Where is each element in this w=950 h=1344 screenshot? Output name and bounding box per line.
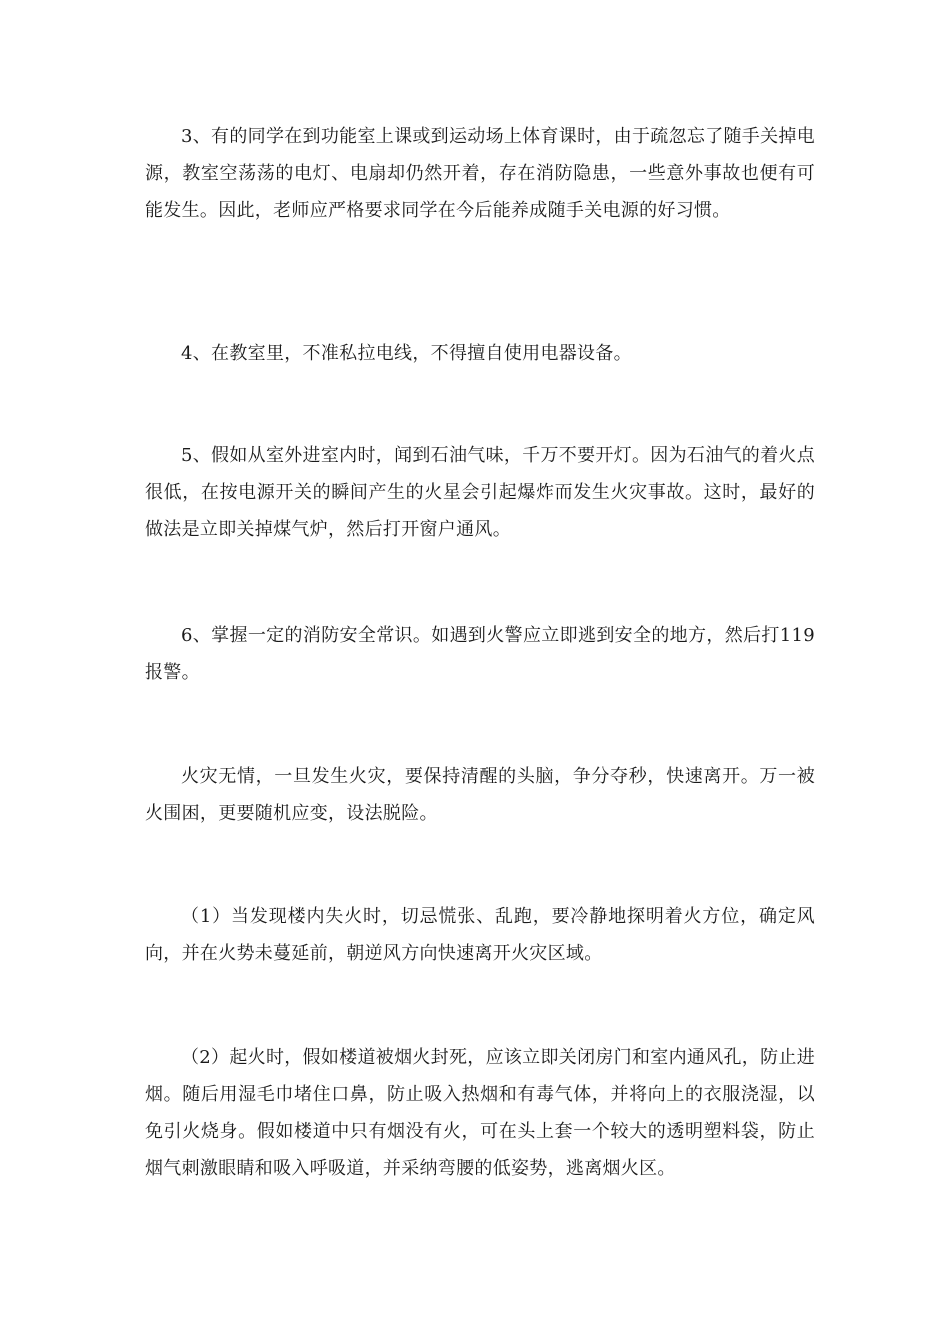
paragraph-item-3: 3、有的同学在到功能室上课或到运动场上体育课时，由于疏忽忘了随手关掉电源，教室空荡荡的电灯、电扇却仍然开着，存在消防隐患，一些意外事故也便有可能发生。因此，老师应严格要求同学在今后能养成随手关电源的好习惯。 bbox=[145, 126, 815, 221]
paragraph-subitem-1: （1）当发现楼内失火时，切忌慌张、乱跑，要冷静地探明着火方位，确定风向，并在火势未蔓延前，朝逆风方向快速离开火灾区域。 bbox=[145, 906, 815, 964]
paragraph-subitem-2: （2）起火时，假如楼道被烟火封死，应该立即关闭房门和室内通风孔，防止进烟。随后用湿毛巾堵住口鼻，防止吸入热烟和有毒气体，并将向上的衣服浇湿，以免引火烧身。假如楼道中只有烟没有火，可在头上套一个较大的透明塑料袋，防止烟气刺激眼睛和吸入呼吸道，并采纳弯腰的低姿势，逃离烟火区。 bbox=[145, 1047, 815, 1179]
paragraph-item-5: 5、假如从室外进室内时，闻到石油气味，千万不要开灯。因为石油气的着火点很低，在按电源开关的瞬间产生的火星会引起爆炸而发生火灾事故。这时，最好的做法是立即关掉煤气炉，然后打开窗户通风。 bbox=[145, 445, 815, 540]
paragraph-item-6: 6、掌握一定的消防安全常识。如遇到火警应立即逃到安全的地方，然后打119报警。 bbox=[145, 625, 815, 683]
paragraph-item-4: 4、在教室里，不准私拉电线，不得擅自使用电器设备。 bbox=[181, 343, 632, 364]
paragraph-fire-intro: 火灾无情，一旦发生火灾，要保持清醒的头脑，争分夺秒，快速离开。万一被火围困，更要随机应变，设法脱险。 bbox=[145, 766, 815, 824]
